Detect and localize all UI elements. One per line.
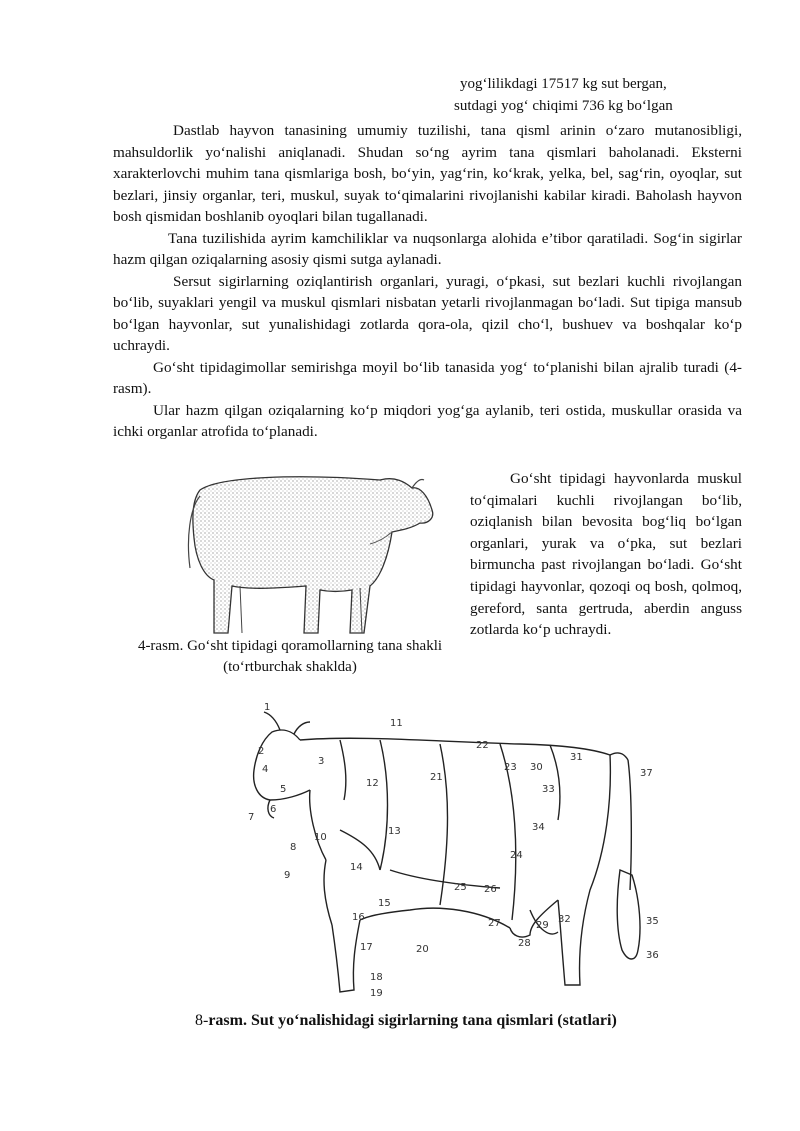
label-3: 3	[318, 756, 325, 767]
label-37: 37	[640, 768, 653, 779]
paragraph-5: Ular hazm qilgan oziqalarning ko‘p miqdori yog‘ga aylanib, teri ostida, muskullar orasida va ichki organlar atrofida to‘planadi.	[113, 401, 742, 440]
label-7: 7	[248, 812, 255, 823]
label-9: 9	[284, 870, 291, 881]
paragraph-3: Sersut sigirlarning oziqlantirish organlari, yuragi, o‘pkasi, sut bezlari kuchli rivojlangan bo‘lib, suyaklari yengil va muskul qismlari nisbatan yetarli rivojlanmagan bo‘ladi. Sut tipiga mansub bo‘lgan hayvonlar, sut yunalishidagi zotlarda qora-ola, qizil cho‘l, bushuev va boshqalar ko‘p uchraydi.	[113, 272, 742, 354]
label-29: 29	[536, 920, 549, 931]
label-17: 17	[360, 942, 373, 953]
part-number-labels	[248, 702, 659, 999]
label-16: 16	[352, 912, 365, 923]
figure8-caption-text: rasm. Sut yo‘nalishidagi sigirlarning tana qismlari (statlari)	[208, 1012, 617, 1029]
paragraph-2: Tana tuzilishida ayrim kamchiliklar va nuqsonlarga alohida e’tibor qaratiladi. Sog‘in sigirlar hazm qilgan oziqalarning asosiy qismi sutga aylanadi.	[113, 229, 742, 268]
label-31: 31	[570, 752, 583, 763]
label-32: 32	[558, 914, 571, 925]
paragraph-4: Go‘sht tipidagimollar semirishga moyil bo‘lib tanasida yog‘ to‘planishi bilan ajralib turadi (4-rasm).	[113, 358, 742, 397]
label-10: 10	[314, 832, 327, 843]
label-5: 5	[280, 784, 287, 795]
label-14: 14	[350, 862, 363, 873]
label-15: 15	[378, 898, 391, 909]
label-4: 4	[262, 764, 269, 775]
body-text	[113, 120, 742, 443]
figure4-caption: 4-rasm. Go‘sht tipidagi qoramollarning tana shakli (to‘rtburchak shaklda)	[137, 638, 443, 675]
label-19: 19	[370, 988, 383, 999]
label-35: 35	[646, 916, 659, 927]
figure8-caption	[195, 1010, 715, 1032]
label-33: 33	[542, 784, 555, 795]
label-11: 11	[390, 718, 403, 729]
label-20: 20	[416, 944, 429, 955]
label-21: 21	[430, 772, 443, 783]
label-22: 22	[476, 740, 489, 751]
label-8: 8	[290, 842, 297, 853]
label-18: 18	[370, 972, 383, 983]
label-36: 36	[646, 950, 659, 961]
label-1: 1	[264, 702, 271, 713]
label-2: 2	[258, 746, 265, 757]
dairy-cow-diagram	[240, 700, 680, 1005]
label-12: 12	[366, 778, 379, 789]
label-25: 25	[454, 882, 467, 893]
figure8-caption-number: 8-	[195, 1012, 209, 1029]
label-26: 26	[484, 884, 497, 895]
header-line-1: yog‘lilikdagi 17517 kg sut bergan,	[460, 76, 667, 92]
label-6: 6	[270, 804, 277, 815]
label-28: 28	[518, 938, 531, 949]
label-27: 27	[488, 918, 501, 929]
label-13: 13	[388, 826, 401, 837]
label-24: 24	[510, 850, 523, 861]
beef-cow-illustration	[180, 468, 438, 640]
paragraph-1: Dastlab hayvon tanasining umumiy tuzilishi, tana qisml arinin o‘zaro mutanosibligi, mahsuldorlik yo‘nalishi aniqlanadi. Shudan so‘ng ayrim tana qismlari baholanadi. Eksterni xarakterlovchi muhim tana qismlariga bosh, bo‘yin, yag‘rin, ko‘krak, yelka, bel, sag‘rin, oyoqlar, sut bezlari, jinsiy organlar, teri, muskul, suyak to‘qimalarini rivojlanishi kabilar kiradi. Baholash hayvon bosh qismidan boshlanib oyoqlari bilan tugallanadi.	[113, 122, 742, 225]
side-paragraph: Go‘sht tipidagi hayvonlarda muskul to‘qimalari kuchli rivojlangan bo‘lib, oziqlanish bilan bevosita bog‘liq bo‘lgan organlari, yurak va o‘pka, sut bezlari birmuncha past rivojlangan bo‘ladi. Go‘sht tipidagi hayvonlar, qozoqi oq bosh, qolmoq, gereford, santa gertruda, aberdin anguss zotlarda ko‘p uchraydi.	[470, 470, 742, 639]
label-23: 23	[504, 762, 517, 773]
side-column-text	[470, 468, 742, 641]
label-30: 30	[530, 762, 543, 773]
label-34: 34	[532, 822, 545, 833]
header-line-2: sutdagi yog‘ chiqimi 736 kg bo‘lgan	[454, 98, 673, 114]
